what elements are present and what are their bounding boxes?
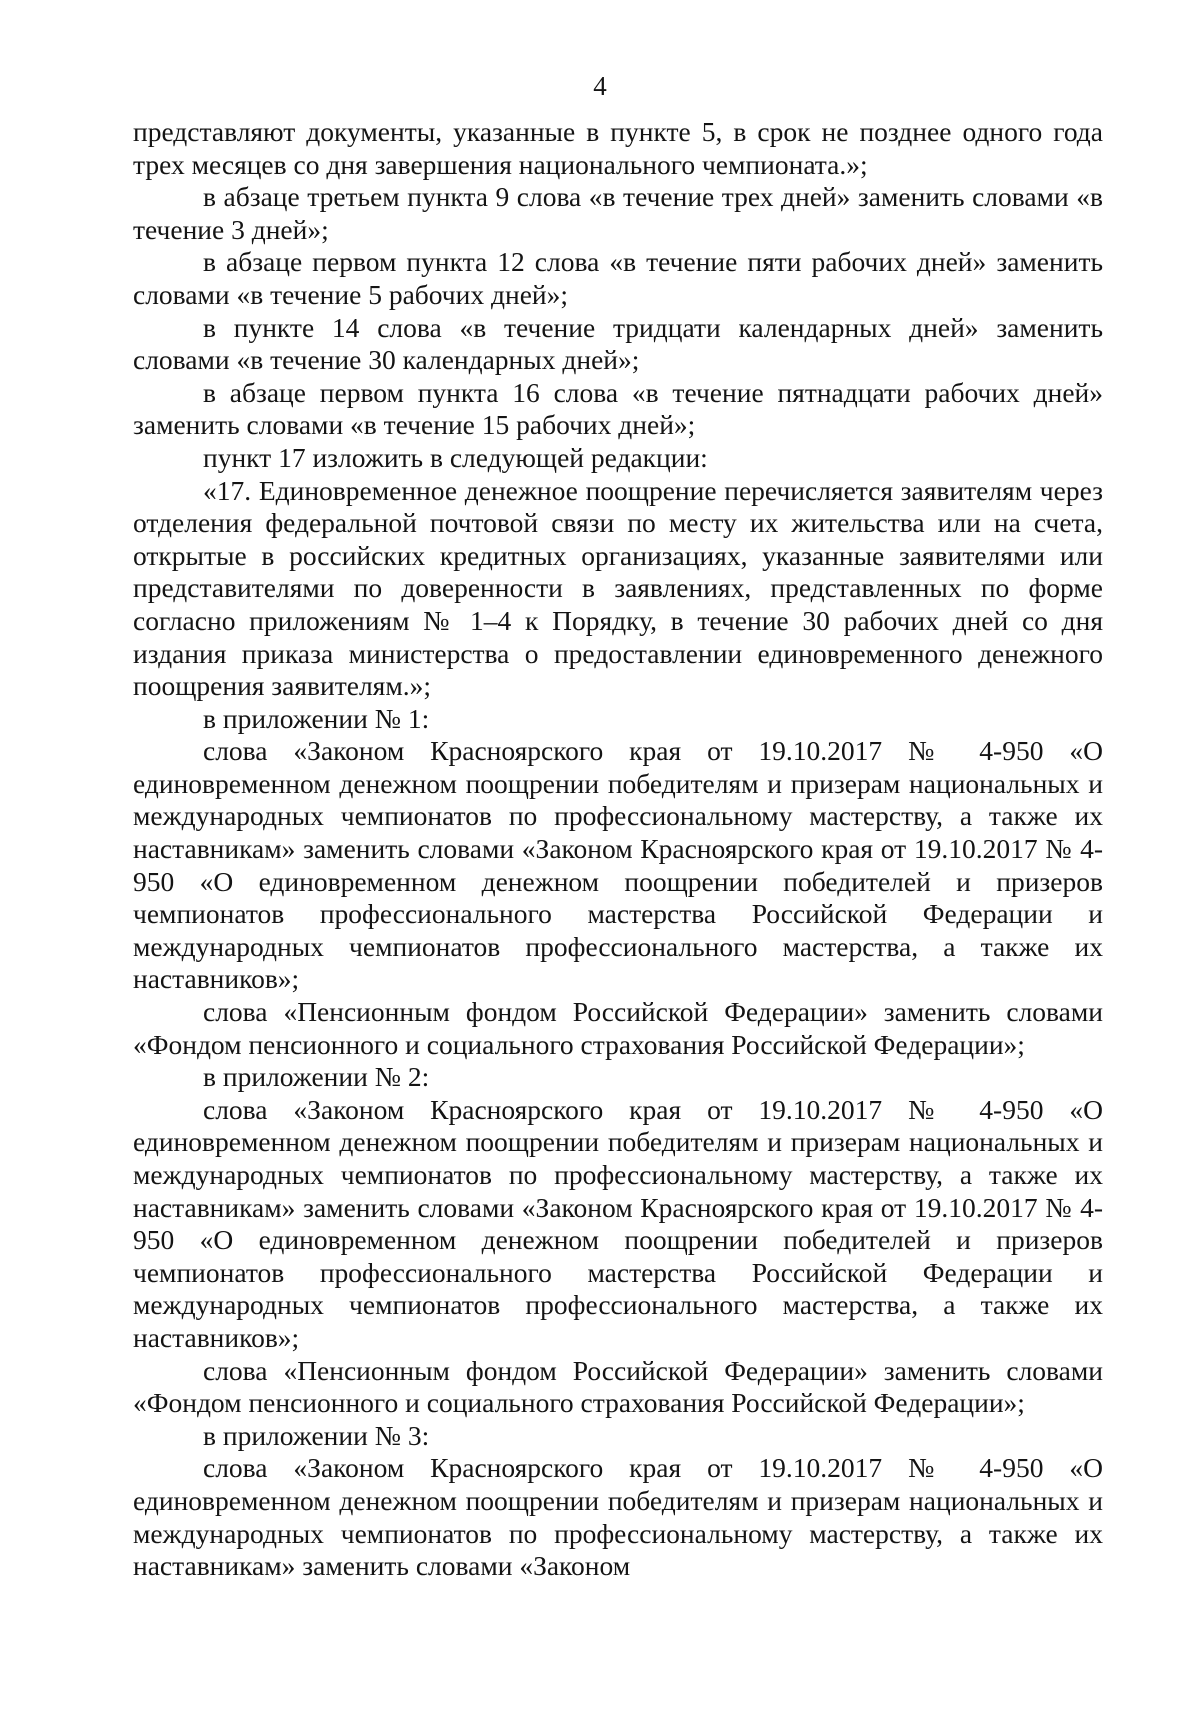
paragraph: представляют документы, указанные в пункте 5, в срок не позднее одного года трех месяцев со дня завершения национального чемпионата.»; — [133, 116, 1103, 180]
paragraph: в приложении № 3: — [203, 1419, 430, 1451]
paragraph: в абзаце третьем пункта 9 слова «в течение трех дней» заменить словами «в течение 3 дней»; — [133, 181, 1103, 245]
paragraph: слова «Законом Красноярского края от 19.10.2017 № 4-950 «О единовременном денежном поощрении победителям и призерам национальных и международных чемпионатов по профессиональному мастерству, а также их наставникам» заменить словами «Законом Красноярского края от 19.10.2017 № 4-950 «О единовременном денежном поощрении победителей и призеров чемпионатов профессионального мастерства Российской Федерации и международных чемпионатов профессионального мастерства, а также их наставников»; — [133, 1093, 1103, 1353]
paragraph: в пункте 14 слова «в течение тридцати календарных дней» заменить словами «в течение 30 календарных дней»; — [133, 311, 1103, 376]
paragraph: пункт 17 изложить в следующей редакции: — [203, 441, 708, 473]
paragraph: в приложении № 2: — [203, 1061, 430, 1093]
document-body — [133, 116, 1103, 1583]
page-number: 4 — [593, 71, 607, 101]
paragraph: в абзаце первом пункта 16 слова «в течение пятнадцати рабочих дней» заменить словами «в течение 15 рабочих дней»; — [133, 376, 1103, 441]
paragraph: в приложении № 1: — [203, 702, 430, 734]
paragraph: «17. Единовременное денежное поощрение перечисляется заявителям через отделения федеральной почтовой связи по месту их жительства или на счета, открытые в российских кредитных организациях, указанные заявителями или представителями по доверенности в заявлениях, представленных по форме согласно приложениям № 1–4 к Порядку, в течение 30 рабочих дней со дня издания приказа министерства о предоставлении единовременного денежного поощрения заявителям.»; — [133, 474, 1103, 702]
paragraph: слова «Пенсионным фондом Российской Федерации» заменить словами «Фондом пенсионного и социального страхования Российской Федерации»; — [133, 996, 1103, 1060]
paragraph: слова «Законом Красноярского края от 19.10.2017 № 4-950 «О единовременном денежном поощрении победителям и призерам национальных и международных чемпионатов по профессиональному мастерству, а также их наставникам» заменить словами «Законом Красноярского края от 19.10.2017 № 4-950 «О единовременном денежном поощрении победителей и призеров чемпионатов профессионального мастерства Российской Федерации и международных чемпионатов профессионального мастерства, а также их наставников»; — [133, 735, 1103, 995]
paragraph: слова «Пенсионным фондом Российской Федерации» заменить словами «Фондом пенсионного и социального страхования Российской Федерации»; — [133, 1354, 1103, 1419]
paragraph: слова «Законом Красноярского края от 19.10.2017 № 4-950 «О единовременном денежном поощрении победителям и призерам национальных и международных чемпионатов по профессиональному мастерству, а также их наставникам» заменить словами «Законом — [133, 1452, 1103, 1582]
paragraph: в абзаце первом пункта 12 слова «в течение пяти рабочих дней» заменить словами «в течение 5 рабочих дней»; — [133, 246, 1103, 310]
